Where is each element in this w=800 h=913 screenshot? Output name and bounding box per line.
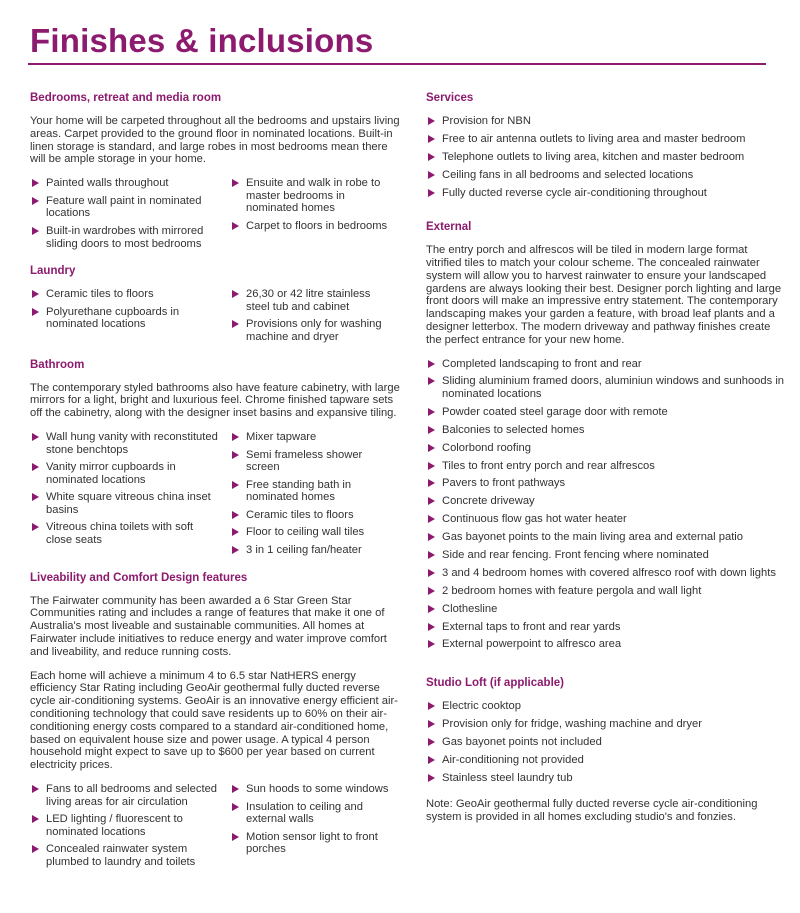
bullet-list [30,431,220,562]
list-item: Vanity mirror cupboards in nominated locations [30,461,220,486]
list-item: Fully ducted reverse cycle air-conditioning throughout [426,187,786,200]
section-heading: Studio Loft (if applicable) [426,677,564,690]
section-paragraph: Each home will achieve a minimum 4 to 6.5 star NatHERS energy efficiency Star Rating including GeoAir geothermal fully ducted reverse cycle air-conditioning systems. GeoAir is an innovative energy efficient air-conditioning technology that could save residents up to 60% on their air-conditioning energy costs compared to a standard air-conditioned home, based on equivalent house size and power usage. A typical 4 person household might expect to save up to $600 per year based on current electricity prices. [30,669,398,772]
list-item: Ensuite and walk in robe to master bedrooms in nominated homes [230,177,395,215]
list-item: Tiles to front entry porch and rear alfrescos [426,460,786,473]
list-item: Pavers to front pathways [426,477,786,490]
list-item: Stainless steel laundry tub [426,772,786,785]
left-column [30,92,400,884]
list-item: Floor to ceiling wall tiles [230,526,395,539]
list-item: Sliding aluminium framed doors, aluminiun windows and sunhoods in nominated locations [426,375,786,400]
bullet-list [426,700,786,784]
list-item: Polyurethane cupboards in nominated locations [30,306,220,331]
section-paragraph: The Fairwater community has been awarded a 6 Star Green Star Communities rating and includes a range of features that make it one of Australia's most liveable and sustainable communities. All homes at Fairwater include initiatives to reduce energy and water improve comfort and liveability, and reduce running costs. [30,594,387,658]
section-heading: Services [426,92,474,104]
list-item: Free to air antenna outlets to living area and master bedroom [426,133,786,146]
bullet-list [230,288,395,348]
studio-note: Note: GeoAir geothermal fully ducted reverse cycle air-conditioning system is provided in all homes excluding studio's and fonzies. [426,798,758,824]
bathroom-section [30,359,400,562]
bullet-list [30,288,220,348]
liveability-section [30,572,400,874]
list-item: Motion sensor light to front porches [230,831,395,856]
list-item: Clothesline [426,603,786,616]
list-item: Completed landscaping to front and rear [426,358,786,371]
list-item: Built-in wardrobes with mirrored sliding doors to most bedrooms [30,225,220,250]
section-paragraph: The contemporary styled bathrooms also have feature cabinetry, with large mirrors for a light, bright and luxurious feel. Chrome finished tapware sets off the cabinetry, along with the designer inset basins and expansive tiling. [30,381,400,420]
services-section [426,92,786,199]
bullet-list [426,358,786,652]
list-item: Ceiling fans in all bedrooms and selected locations [426,169,786,182]
list-item: Colorbond roofing [426,442,786,455]
list-item: Ceramic tiles to floors [30,288,220,301]
list-item: Fans to all bedrooms and selected living areas for air circulation [30,783,220,808]
bullet-list [230,783,395,874]
laundry-section [30,265,400,348]
bullet-list [230,177,395,255]
list-item: Concrete driveway [426,495,786,508]
list-item: Mixer tapware [230,431,395,444]
section-heading: Liveability and Comfort Design features [30,571,248,584]
list-item: Concealed rainwater system plumbed to laundry and toilets [30,843,220,868]
list-item: White square vitreous china inset basins [30,491,220,516]
title-divider [28,63,766,65]
list-item: Feature wall paint in nominated locations [30,195,220,220]
list-item: Continuous flow gas hot water heater [426,513,786,526]
list-item: 2 bedroom homes with feature pergola and wall light [426,585,786,598]
right-column [426,92,786,834]
section-heading: Laundry [30,265,76,278]
list-item: Vitreous china toilets with soft close seats [30,521,220,546]
bedrooms-section [30,92,400,255]
list-item: Balconies to selected homes [426,424,786,437]
list-item: Free standing bath in nominated homes [230,479,395,504]
bullet-list [30,783,220,874]
list-item: Wall hung vanity with reconstituted stone benchtops [30,431,220,456]
list-item: 3 and 4 bedroom homes with covered alfresco roof with down lights [426,567,786,580]
section-heading: Bathroom [30,358,85,371]
section-paragraph: Your home will be carpeted throughout all the bedrooms and upstairs living areas. Carpet provided to the ground floor in nominated locations. Built-in linen storage is standard, and large robes in most bedrooms mean there will be ample storage in your home. [30,115,400,166]
list-item: Painted walls throughout [30,177,220,190]
list-item: Ceramic tiles to floors [230,509,395,522]
external-section [426,221,786,651]
list-item: Telephone outlets to living area, kitchen and master bedroom [426,151,786,164]
list-item: Provision for NBN [426,115,786,128]
list-item: Electric cooktop [426,700,786,713]
list-item: 26,30 or 42 litre stainless steel tub and cabinet [230,288,395,313]
list-item: 3 in 1 ceiling fan/heater [230,544,395,557]
list-item: Provision only for fridge, washing machine and dryer [426,718,786,731]
list-item: Side and rear fencing. Front fencing where nominated [426,549,786,562]
bullet-list [230,431,395,562]
studio-section [426,677,786,824]
bullet-list [426,115,786,199]
list-item: Gas bayonet points not included [426,736,786,749]
list-item: Insulation to ceiling and external walls [230,801,395,826]
list-item: Gas bayonet points to the main living area and external patio [426,531,786,544]
list-item: External powerpoint to alfresco area [426,638,786,651]
list-item: Provisions only for washing machine and dryer [230,318,395,343]
list-item: LED lighting / fluorescent to nominated locations [30,813,220,838]
bullet-list [30,177,220,255]
page-title: Finishes & inclusions [30,22,374,59]
list-item: Powder coated steel garage door with remote [426,406,786,419]
list-item: External taps to front and rear yards [426,621,786,634]
list-item: Sun hoods to some windows [230,783,395,796]
list-item: Air-conditioning not provided [426,754,786,767]
list-item: Semi frameless shower screen [230,449,395,474]
section-heading: Bedrooms, retreat and media room [30,92,222,104]
section-heading: External [426,221,472,234]
list-item: Carpet to floors in bedrooms [230,220,395,233]
section-paragraph: The entry porch and alfrescos will be tiled in modern large format vitrified tiles to match your colour scheme. The concealed rainwater system will allow you to harvest rainwater to ensure your landscaped gardens are always looking their best. Designer porch lighting and large front doors will make an impressive entry statement. The contemporary landscaping makes your garden a feature, with broad leaf plants and a designer letterbox. The modern driveway and pathway finishes create the perfect entrance for your new home. [426,244,782,346]
